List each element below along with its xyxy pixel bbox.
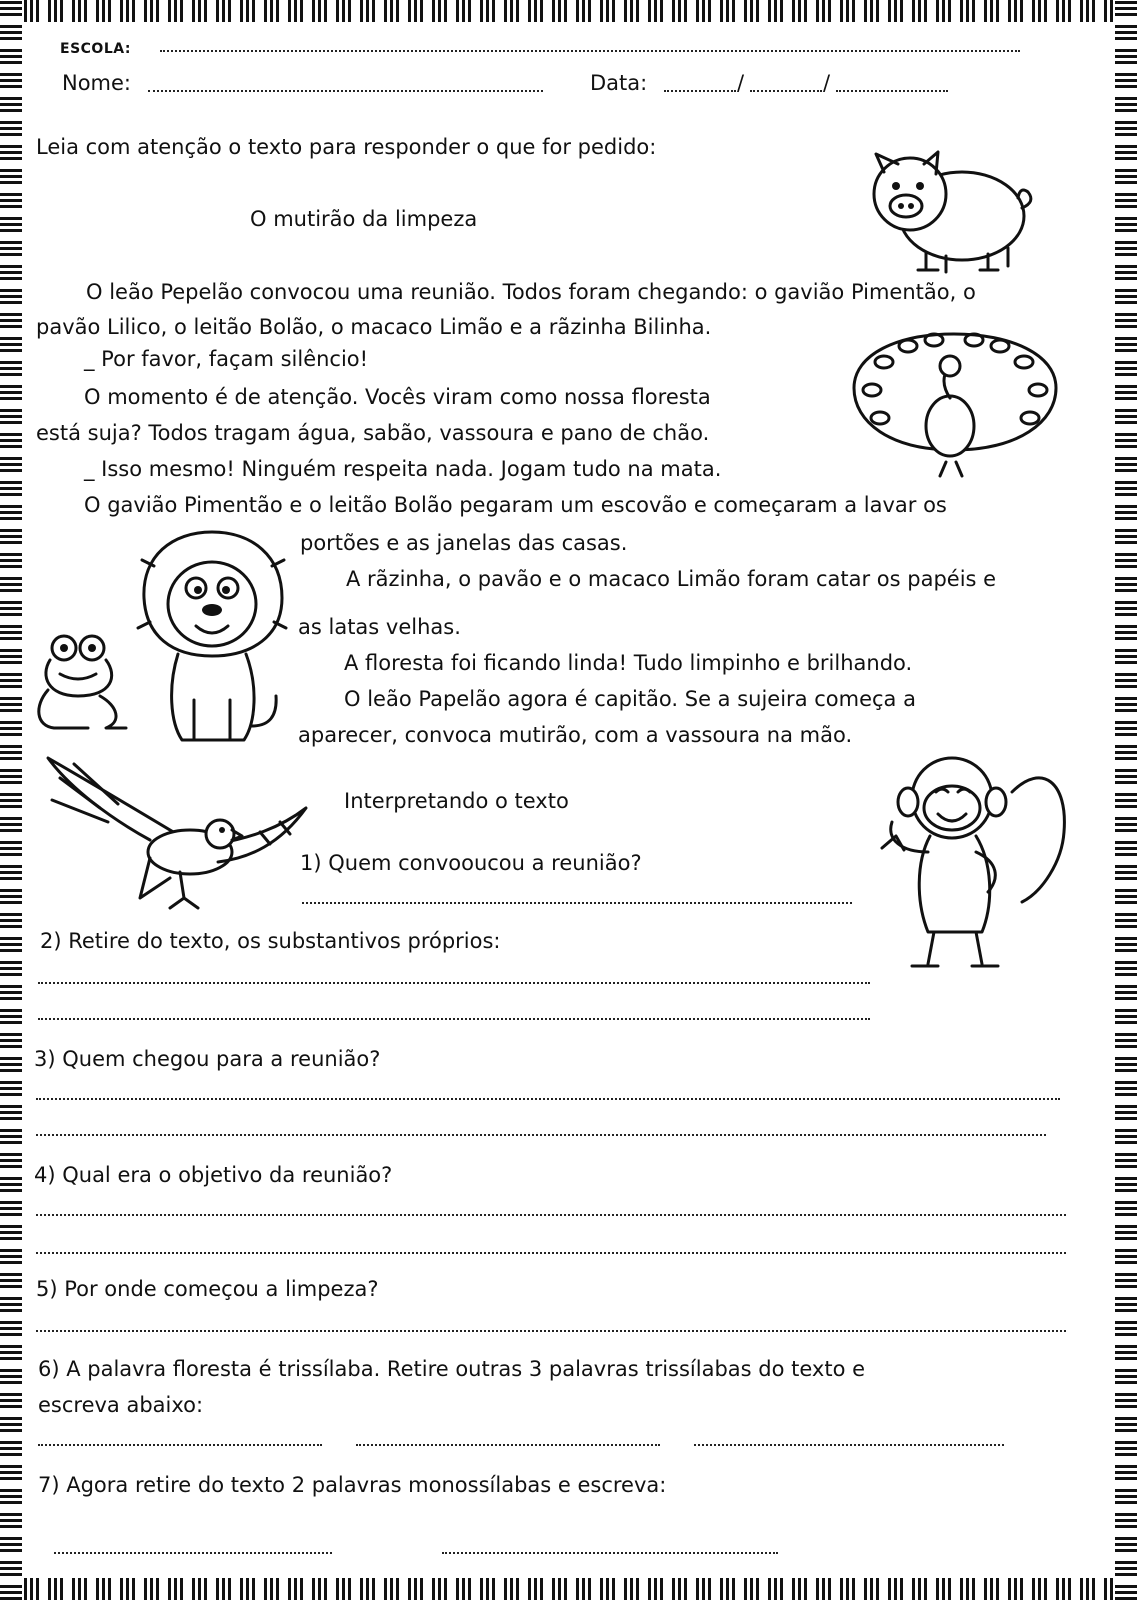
question-6-continuation: escreva abaixo: — [38, 1393, 204, 1417]
peacock-icon — [850, 330, 1060, 480]
frog-icon — [30, 630, 130, 734]
answer-line[interactable] — [36, 1252, 1066, 1254]
story-line: O leão Papelão agora é capitão. Se a sujeira começa a — [344, 687, 916, 711]
lion-icon — [132, 526, 292, 748]
page-border-bottom — [0, 1578, 1137, 1600]
date-label: Data: — [590, 71, 648, 95]
school-field[interactable] — [160, 50, 1020, 52]
hawk-icon — [40, 748, 310, 914]
story-line: as latas velhas. — [298, 615, 461, 639]
answer-line[interactable] — [38, 1018, 870, 1020]
story-line: portões e as janelas das casas. — [300, 531, 628, 555]
page-border-top — [0, 0, 1137, 22]
pig-icon — [862, 148, 1042, 276]
story-line: _ Isso mesmo! Ninguém respeita nada. Jogam tudo na mata. — [84, 457, 722, 481]
question-1: 1) Quem convooucou a reunião? — [300, 851, 642, 875]
instruction-text: Leia com atenção o texto para responder o que for pedido: — [36, 135, 657, 159]
answer-line[interactable] — [36, 1098, 1060, 1100]
question-4: 4) Qual era o objetivo da reunião? — [34, 1163, 393, 1187]
story-line: A rãzinha, o pavão e o macaco Limão foram catar os papéis e — [346, 567, 997, 591]
story-line: O momento é de atenção. Vocês viram como nossa floresta — [84, 385, 711, 409]
answer-line[interactable] — [442, 1552, 778, 1554]
date-day-field[interactable] — [664, 90, 736, 92]
question-6: 6) A palavra floresta é trissílaba. Retire outras 3 palavras trissílabas do texto e — [38, 1357, 866, 1381]
question-2: 2) Retire do texto, os substantivos próprios: — [40, 929, 501, 953]
answer-line[interactable] — [54, 1552, 332, 1554]
answer-line[interactable] — [36, 1134, 1046, 1136]
story-line: A floresta foi ficando linda! Tudo limpinho e brilhando. — [344, 651, 913, 675]
date-separator: / — [737, 71, 745, 95]
date-year-field[interactable] — [836, 90, 948, 92]
story-line: O gavião Pimentão e o leitão Bolão pegaram um escovão e começaram a lavar os — [84, 493, 947, 517]
name-field[interactable] — [148, 90, 543, 92]
answer-line[interactable] — [36, 1214, 1066, 1216]
answer-line[interactable] — [36, 1330, 1066, 1332]
answer-line[interactable] — [38, 982, 870, 984]
story-line: aparecer, convoca mutirão, com a vassoura na mão. — [298, 723, 853, 747]
story-line: pavão Lilico, o leitão Bolão, o macaco Limão e a rãzinha Bilinha. — [36, 315, 712, 339]
name-label: Nome: — [62, 71, 132, 95]
story-line: está suja? Todos tragam água, sabão, vassoura e pano de chão. — [36, 421, 710, 445]
question-5: 5) Por onde começou a limpeza? — [36, 1277, 379, 1301]
page-border-left — [0, 0, 22, 1600]
answer-line[interactable] — [356, 1444, 660, 1446]
answer-line[interactable] — [694, 1444, 1004, 1446]
date-separator: / — [823, 71, 831, 95]
answer-line[interactable] — [38, 1444, 322, 1446]
monkey-icon — [872, 752, 1072, 978]
page-border-right — [1115, 0, 1137, 1600]
story-line: _ Por favor, façam silêncio! — [84, 347, 369, 371]
question-7: 7) Agora retire do texto 2 palavras monossílabas e escreva: — [38, 1473, 667, 1497]
story-line: O leão Pepelão convocou uma reunião. Todos foram chegando: o gavião Pimentão, o — [86, 280, 976, 304]
section-title: Interpretando o texto — [344, 789, 569, 813]
story-title: O mutirão da limpeza — [250, 207, 478, 231]
date-month-field[interactable] — [750, 90, 822, 92]
question-3: 3) Quem chegou para a reunião? — [34, 1047, 381, 1071]
answer-line[interactable] — [302, 902, 852, 904]
school-label: ESCOLA: — [60, 41, 131, 57]
